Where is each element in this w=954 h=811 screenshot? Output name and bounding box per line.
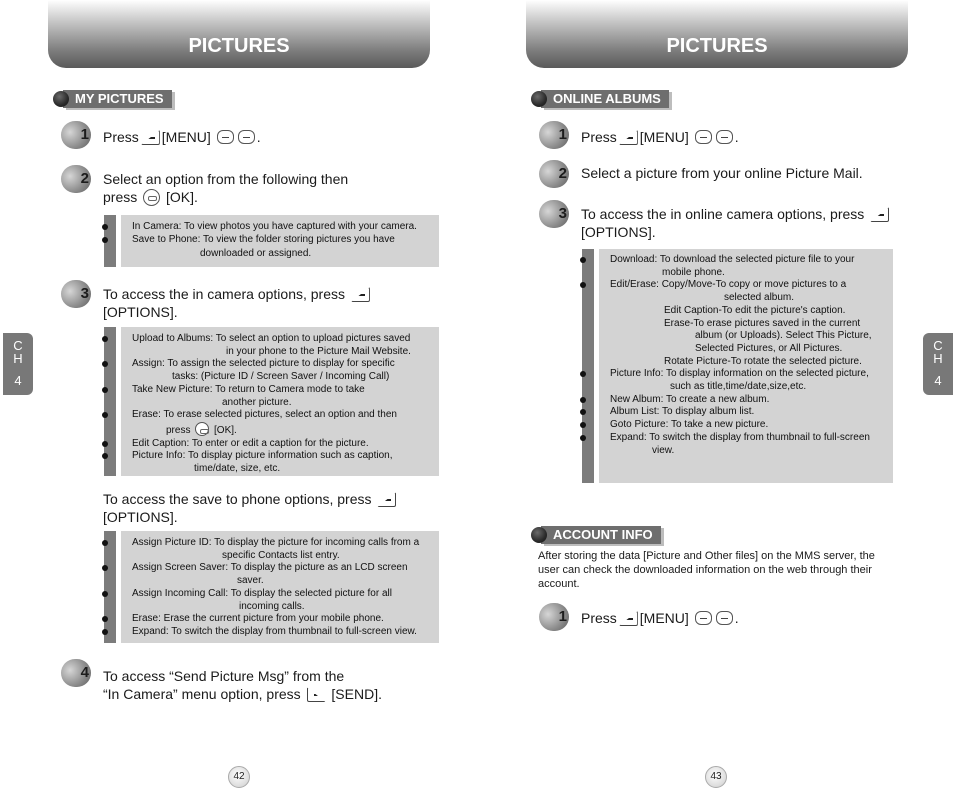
list-item: Picture Info: To display picture information such as caption, time/date, size, etc. [124,450,433,475]
section-tab-label: MY PICTURES [63,90,172,108]
step-1-instruction: Press [MENU] . [103,129,261,145]
list-item: Edit Caption: To enter or edit a caption for the picture. [124,438,433,451]
header-title: PICTURES [188,35,290,57]
chapter-tab: C H 4 [923,333,953,395]
step-1-instruction: Press [MENU] . [581,129,739,145]
list-item: Edit/Erase: Copy/Move-To copy or move pictures to a selected album. Edit Caption-To edit the picture's caption. Erase-To erase pictures saved in the current album (or Uploads). Select This Picture, Selected Pictures, or All Pictures. Rotate Picture-To rotate the selected picture. [602,279,887,368]
bullet-icon [580,371,586,377]
tab-bullet-icon [53,91,69,107]
options-box-in-camera [104,327,439,476]
list-item: Picture Info: To display information on the selected picture, such as title,time/date,size,etc. [602,368,887,393]
left-softkey-icon [351,287,370,302]
page-number: 43 [705,766,727,788]
key-2-icon [238,130,255,144]
step-number-badge: 2 [61,165,91,193]
bullet-icon [102,591,108,597]
step-number-badge: 3 [61,280,91,308]
step-text: Press [103,129,139,145]
page-header-left [48,0,430,68]
page-number: 42 [228,766,250,788]
list-item: Save to Phone: To view the folder storing pictures you have downloaded or assigned. [124,234,433,261]
bullet-icon [102,237,108,243]
list-item: Album List: To display album list. [602,406,887,419]
bullet-icon [102,336,108,342]
bullet-icon [102,224,108,230]
list-item: Assign: To assign the selected picture to display for specific tasks: (Picture ID / Screen Saver / Incoming Call) [124,358,433,383]
bullet-icon [102,361,108,367]
step-number-badge: 1 [539,121,569,149]
options-box-save-to-phone [104,531,439,643]
send-key-icon [307,687,326,702]
left-softkey-icon [619,130,638,145]
bullet-icon [102,616,108,622]
options-box-online-albums [582,249,893,483]
section-tab-my-pictures [53,89,172,108]
step-number-badge: 4 [61,659,91,687]
section-tab-label: ONLINE ALBUMS [541,90,669,108]
bullet-icon [580,422,586,428]
step-2-instruction: Select an option from the following then press [OK]. [103,171,349,205]
section-tab-label: ACCOUNT INFO [541,526,661,544]
bullet-icon [102,453,108,459]
bullet-icon [580,257,586,263]
step-number-badge: 3 [539,200,569,228]
list-item: Assign Incoming Call: To display the selected picture for all incoming calls. [124,588,433,613]
step-2-instruction: Select a picture from your online Picture Mail. [581,165,863,181]
tab-bullet-icon [531,91,547,107]
bullet-icon [580,282,586,288]
list-item: Expand: To switch the display from thumbnail to full-screen view. [124,626,433,639]
key-3-icon [217,130,234,144]
list-item: New Album: To create a new album. [602,394,887,407]
bullet-icon [102,540,108,546]
bullet-icon [102,441,108,447]
key-3-icon [716,130,733,144]
ok-key-icon [143,189,160,206]
list-item: Take New Picture: To return to Camera mode to take another picture. [124,384,433,409]
bullet-icon [102,565,108,571]
key-4-icon [716,611,733,625]
bullet-icon [580,435,586,441]
bullet-icon [580,409,586,415]
list-item: Upload to Albums: To select an option to upload pictures saved in your phone to the Picture Mail Website. [124,333,433,358]
account-info-paragraph: After storing the data [Picture and Other files] on the MMS server, the user can check the downloaded information on the web through their account. [538,550,875,590]
list-item: Goto Picture: To take a new picture. [602,419,887,432]
left-softkey-icon [619,611,638,626]
save-to-phone-instruction: To access the save to phone options, press [OPTIONS]. [103,490,398,526]
options-box-my-pictures [104,215,439,267]
page-header-right [526,0,908,68]
key-3-icon [695,130,712,144]
list-item: Download: To download the selected picture file to your mobile phone. [602,254,887,279]
list-item: Erase: Erase the current picture from your mobile phone. [124,613,433,626]
key-3-icon [695,611,712,625]
list-item: Assign Picture ID: To display the picture for incoming calls from a specific Contacts list entry. [124,537,433,562]
bullet-icon [102,387,108,393]
chapter-tab: C H 4 [3,333,33,395]
left-softkey-icon [870,207,889,222]
bullet-icon [102,629,108,635]
step-3-instruction: To access the in online camera options, press [OPTIONS]. [581,205,891,241]
account-step-1-instruction: Press [MENU] . [581,610,739,626]
left-softkey-icon [141,130,160,145]
step-text: [MENU] [161,129,211,145]
ok-key-icon [195,422,209,436]
list-item: In Camera: To view photos you have captured with your camera. [124,221,433,234]
left-softkey-icon [377,492,396,507]
step-number-badge: 2 [539,160,569,188]
list-item: Erase: To erase selected pictures, select an option and then press [OK]. [124,409,433,437]
header-title: PICTURES [666,35,768,57]
list-item: Expand: To switch the display from thumbnail to full-screen view. [602,432,887,457]
step-3-instruction: To access the in camera options, press [OPTIONS]. [103,285,372,321]
tab-bullet-icon [531,527,547,543]
list-item: Assign Screen Saver: To display the picture as an LCD screen saver. [124,562,433,587]
section-tab-account-info [531,525,661,544]
step-number-badge: 1 [539,603,569,631]
bullet-icon [580,397,586,403]
bullet-icon [102,412,108,418]
step-4-instruction: To access “Send Picture Msg” from the “In Camera” menu option, press [SEND]. [103,668,382,702]
section-tab-online-albums [531,89,669,108]
step-number-badge: 1 [61,121,91,149]
